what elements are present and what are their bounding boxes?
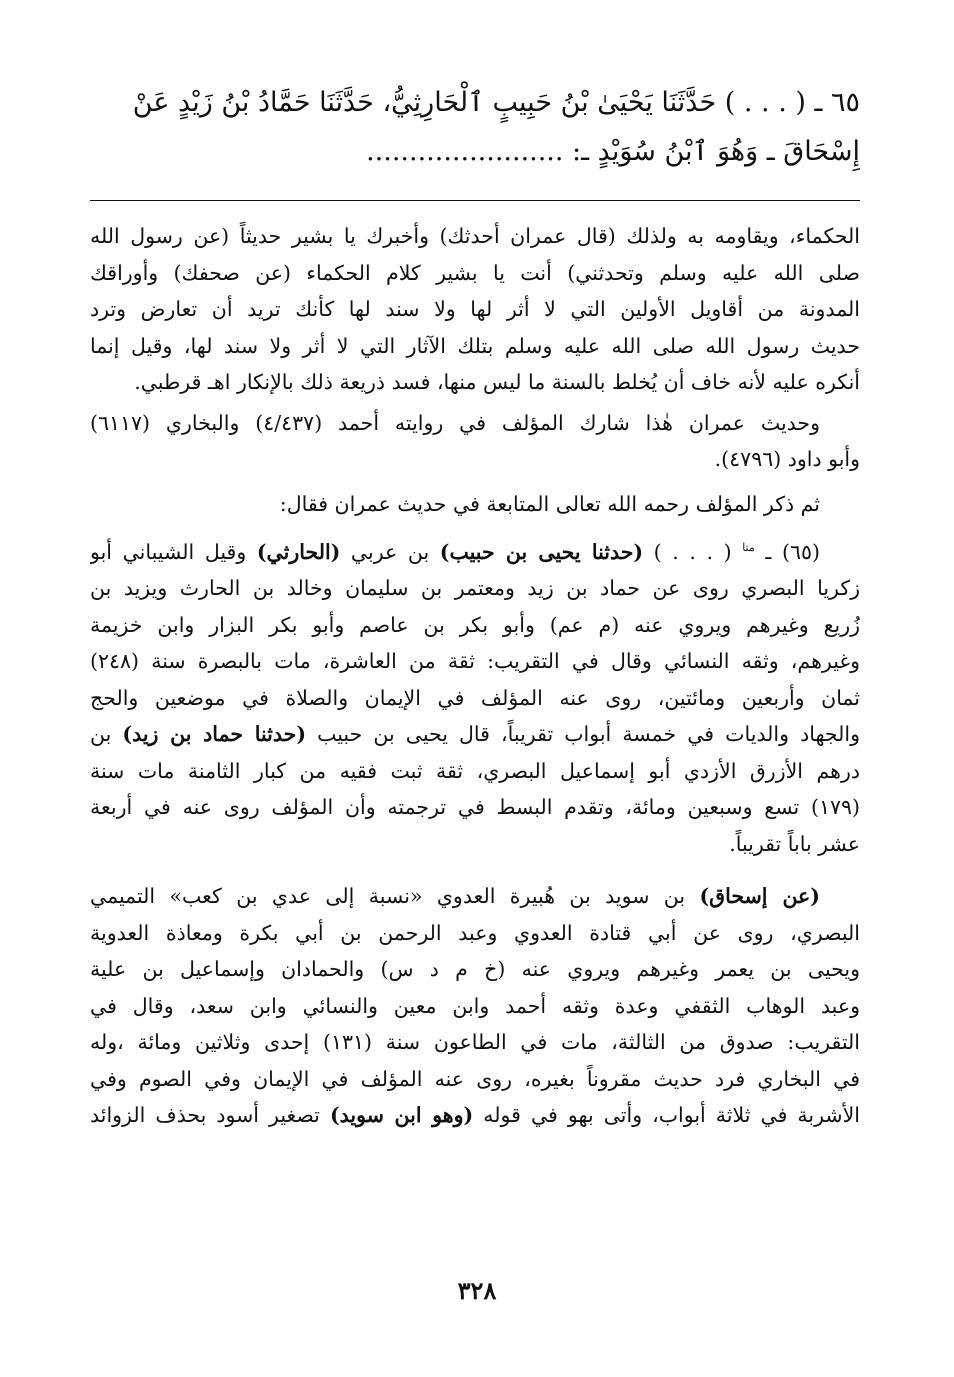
text-line: وعبد الوهاب الثقفي وعدة وثقه أحمد وابن معين والنسائي وابن سعد، وقال في — [90, 993, 860, 1018]
commentary-paragraph-5 — [90, 878, 860, 1134]
text-line: والجهاد والديات في خمسة أبواب تقريباً، قال يحيى بن حبيب (حدثنا حماد بن زيد) بن — [90, 722, 860, 747]
text-line: (عن إسحاق) بن سويد بن هُبيرة العدوي «نسبة إلى عدي بن كعب» التميمي — [90, 884, 820, 909]
commentary-paragraph-2 — [90, 405, 860, 478]
commentary-paragraph-1 — [90, 218, 860, 401]
text-line: (٦٥) ـ $^{متا}$ ( . . . ) (حدثنا يحيى بن حبيب) بن عربي (الحارثي) وقيل الشيباني أبو — [90, 539, 821, 564]
quoted-phrase: (وهو ابن سويد) — [329, 1103, 474, 1128]
ellipsis: ( . . . ) — [643, 539, 743, 564]
text-line: ثم ذكر المؤلف رحمه الله تعالى المتابعة في حديث عمران فقال: — [279, 491, 820, 516]
separator-rule — [90, 200, 860, 201]
text-line: المدونة من أقاويل الأولين التي لا أثر لها ولا سند لها كأنك تريد أن تعارض وترد — [90, 297, 860, 321]
text-line: الحكماء، ويقاومه به ولذلك (قال عمران أحدثك) وأخبرك يا بشير حديثاً (عن رسول الله — [90, 224, 860, 248]
hadith-number: (٦٥) ـ — [754, 539, 821, 564]
text-line: الأشربة في ثلاثة أبواب، وأتى بهو في قوله (وهو ابن سويد) تصغير أسود بحذف الزوائد — [90, 1103, 860, 1128]
quoted-narrator: (عن إسحاق) — [699, 884, 820, 909]
text-line: ويحيى بن يعمر وغيرهم ويروي عنه (خ م د س) والحمادان وإسماعيل بن علية — [90, 957, 860, 982]
text-line: حديث رسول الله صلى الله عليه وسلم بتلك الآثار التي لا أثر ولا سند لها، وقيل إنما — [90, 333, 860, 358]
hadith-line-2: إِسْحَاقَ ـ وَهُوَ ٱبْنُ سُوَيْدٍ ـ: ....................... — [366, 136, 860, 167]
text-line: وغيرهم، وثقه النسائي وقال في التقريب: ثقة من العاشرة، مات بالبصرة سنة (٢٤٨) — [90, 649, 860, 674]
text-line: (١٧٩) تسع وسبعين ومائة، وتقدم البسط في ترجمته وأن المؤلف روى عنه في أربعة — [90, 795, 860, 820]
text-line: ثمان وأربعين ومائتين، روى عنه المؤلف في الإيمان والصلاة في موضعين والحج — [90, 685, 860, 710]
text-line: زكريا البصري روى عن حماد بن زيد ومعتمر بن سليمان وخالد بن الحارث ويزيد بن — [90, 576, 860, 601]
text-line: أنكره عليه لأنه خاف أن يُخلط بالسنة ما ليس منها، فسد ذريعة ذلك بالإنكار اهـ قرطبي. — [134, 370, 860, 394]
hadith-line-1: ٦٥ ـ ( . . . ) حَدَّثَنَا يَحْيَىٰ بْنُ حَبِيبٍ ٱلْحَارِثِيُّ، حَدَّثَنَا حَمَّادُ بْنُ زَيْدٍ عَنْ — [132, 87, 860, 118]
text-line: درهم الأزرق الأزدي أبو إسماعيل البصري، ثقة ثبت فقيه من كبار الثامنة مات سنة — [90, 758, 860, 783]
quoted-narrator: (حدثنا يحيى بن حبيب) — [439, 539, 644, 564]
page-number: ٣٢٨ — [457, 1276, 497, 1305]
text-line: وأبو داود (٤٧٩٦). — [714, 447, 860, 471]
quoted-nisba: (الحارثي) — [256, 539, 341, 564]
commentary-paragraph-3 — [90, 486, 860, 523]
hadith-text — [90, 78, 860, 176]
text-line: وحديث عمران هٰذا شارك المؤلف في روايته أحمد (٤/٤٣٧) والبخاري (٦١١٧) — [90, 410, 820, 435]
quoted-narrator: (حدثنا حماد بن زيد) — [122, 722, 307, 747]
text-line: زُريع وغيرهم ويروي عنه (م عم) وأبو بكر بن عاصم وأبو بكر البزار وابن خزيمة — [90, 612, 860, 637]
text-line: في البخاري فرد حديث مقروناً بغيره، روى عنه المؤلف في الإيمان وفي الصوم وفي — [90, 1066, 860, 1091]
commentary-text — [90, 218, 860, 1134]
text-line: صلى الله عليه وسلم وتحدثني) أنت يا بشير كلام الحكماء (عن صحفك) وأوراقك — [90, 260, 860, 285]
text-line: البصري، روى عن أبي قتادة العدوي وعبد الرحمن بن أبي بكرة ومعاذة العدوية — [90, 920, 860, 945]
text-line: عشر باباً تقريباً. — [729, 831, 860, 856]
text-line: التقريب: صدوق من الثالثة، مات في الطاعون سنة (١٣١) إحدى وثلاثين ومائة ،وله — [90, 1030, 860, 1055]
commentary-paragraph-4 — [90, 530, 860, 862]
matn-marker: متا — [742, 541, 755, 554]
